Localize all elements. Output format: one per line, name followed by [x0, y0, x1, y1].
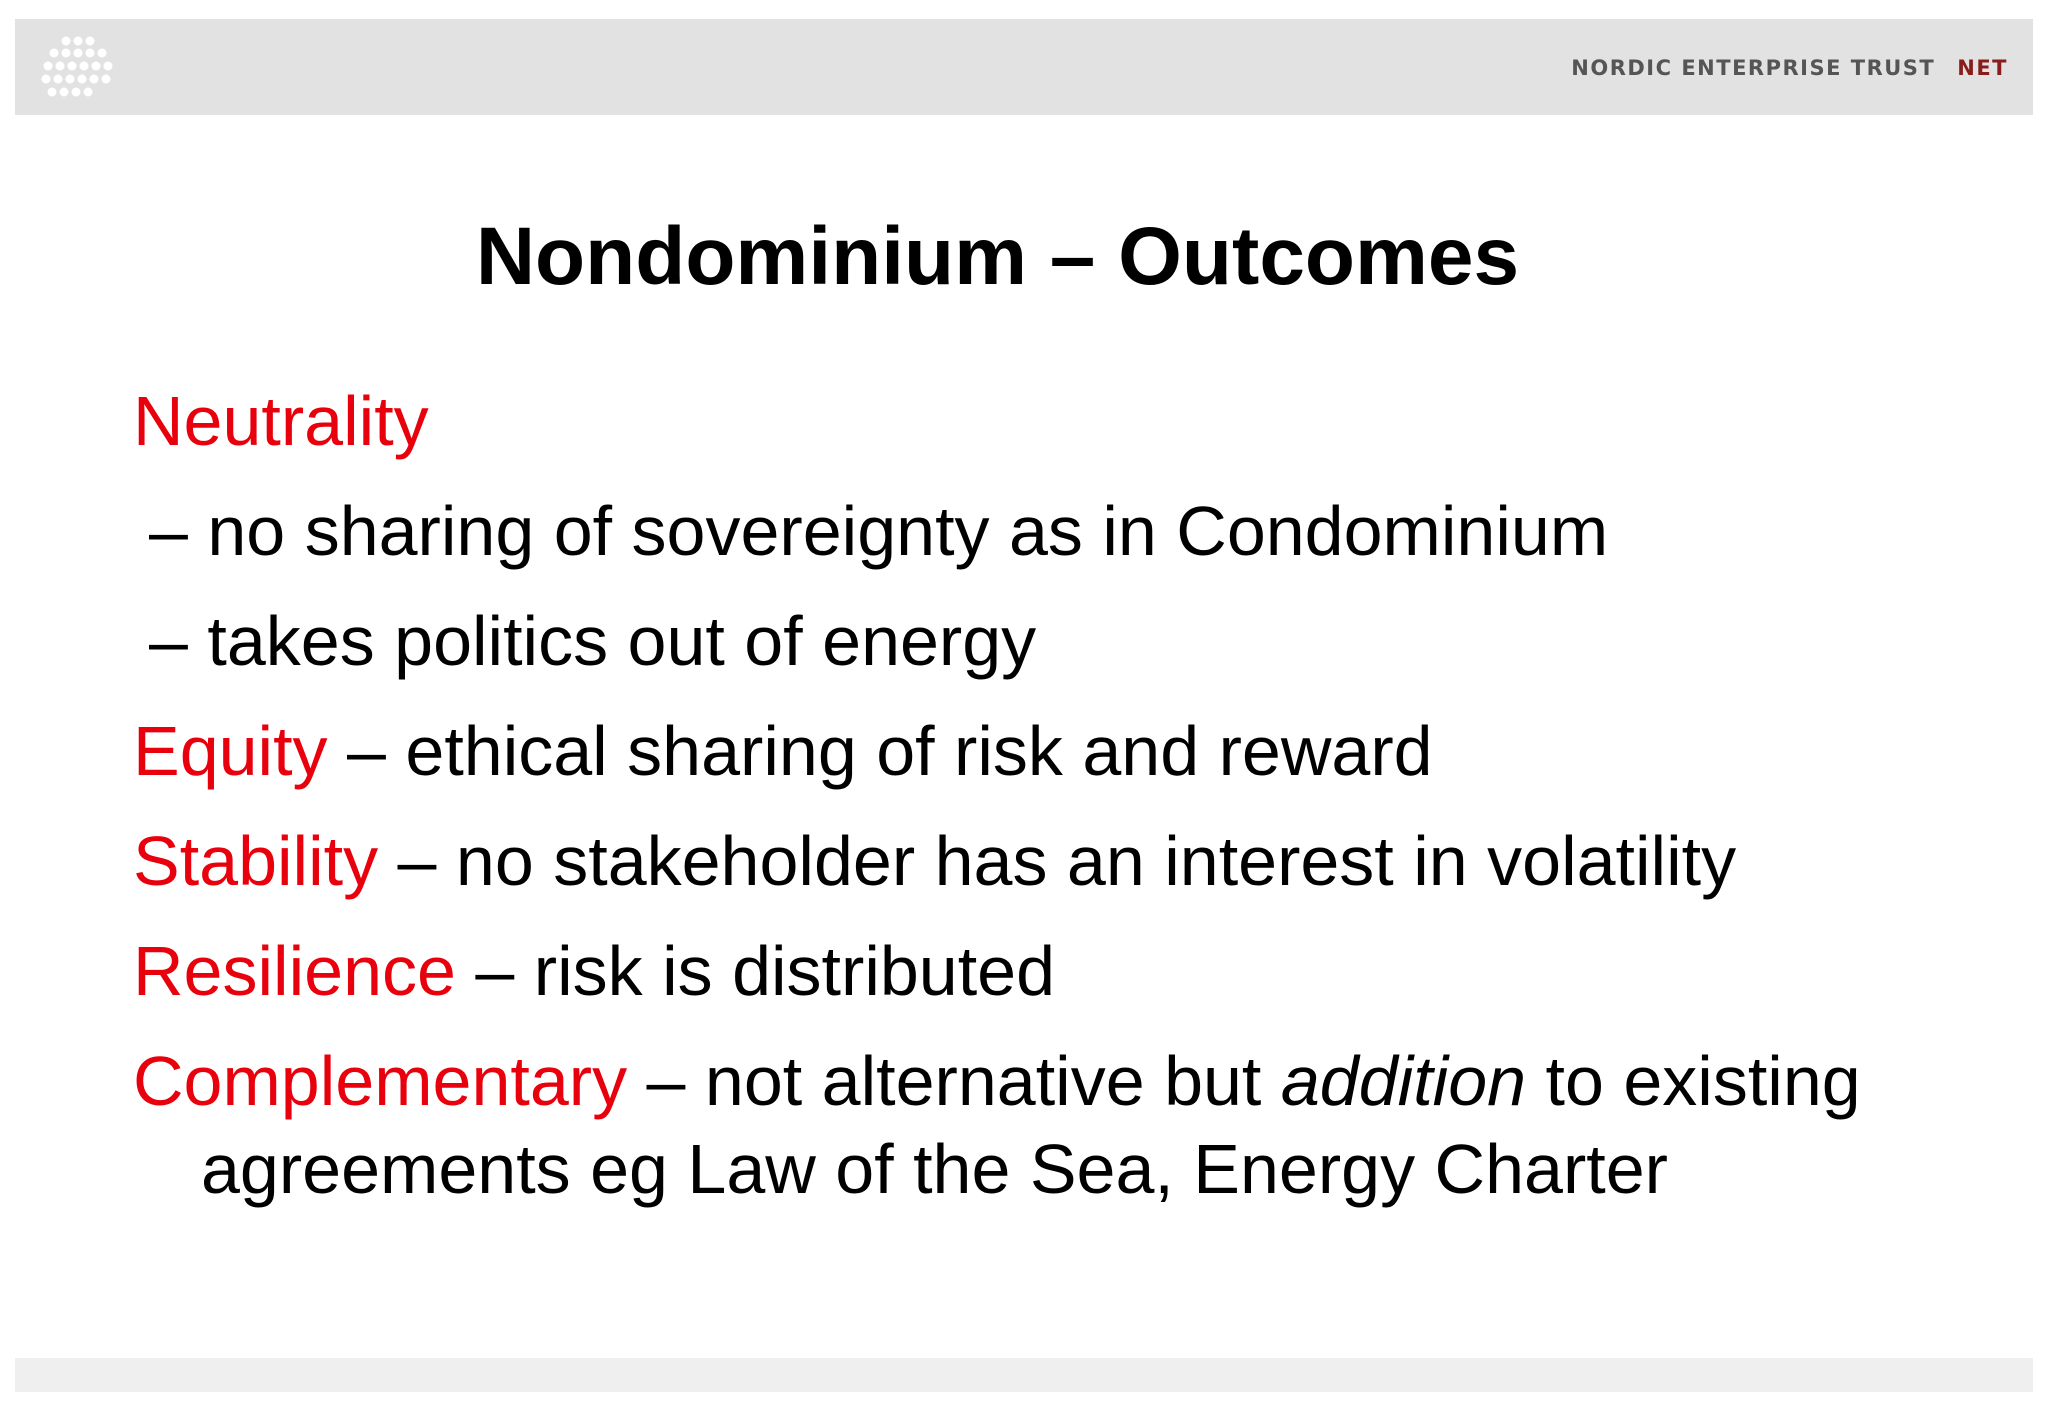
point-neutrality	[133, 380, 2013, 490]
sub-point	[133, 490, 2013, 600]
point-text-after: to existing	[1526, 1042, 1861, 1120]
point-term: Equity	[133, 712, 328, 790]
dot-grid-logo-icon	[38, 33, 118, 103]
point-term: Neutrality	[133, 382, 429, 460]
point-equity	[133, 710, 2013, 820]
point-stability	[133, 820, 2013, 930]
point-term: Complementary	[133, 1042, 628, 1120]
point-continuation	[133, 1128, 2013, 1238]
point-term: Stability	[133, 822, 379, 900]
footer-bar	[15, 1358, 2033, 1392]
point-text: – ethical sharing of risk and reward	[327, 712, 1433, 790]
point-text: – risk is distributed	[455, 932, 1056, 1010]
point-text: – not alternative but	[627, 1042, 1281, 1120]
point-resilience	[133, 930, 2013, 1040]
sub-point-text: – no sharing of sovereignty as in Condominium	[149, 492, 1609, 570]
brand-abbrev: NET	[1957, 56, 2008, 80]
brand-name: NORDIC ENTERPRISE TRUST	[1571, 56, 1936, 80]
continuation-text: agreements eg Law of the Sea, Energy Charter	[201, 1130, 1668, 1208]
sub-point	[133, 600, 2013, 710]
brand-wordmark	[1571, 56, 2008, 80]
sub-point-text: – takes politics out of energy	[149, 602, 1037, 680]
point-complementary	[133, 1040, 2013, 1128]
emphasis-text: addition	[1280, 1042, 1527, 1120]
slide-body	[133, 380, 2013, 1238]
slide-title: Nondominium – Outcomes	[475, 211, 1520, 302]
point-term: Resilience	[133, 932, 456, 1010]
point-text: – no stakeholder has an interest in volatility	[378, 822, 1737, 900]
